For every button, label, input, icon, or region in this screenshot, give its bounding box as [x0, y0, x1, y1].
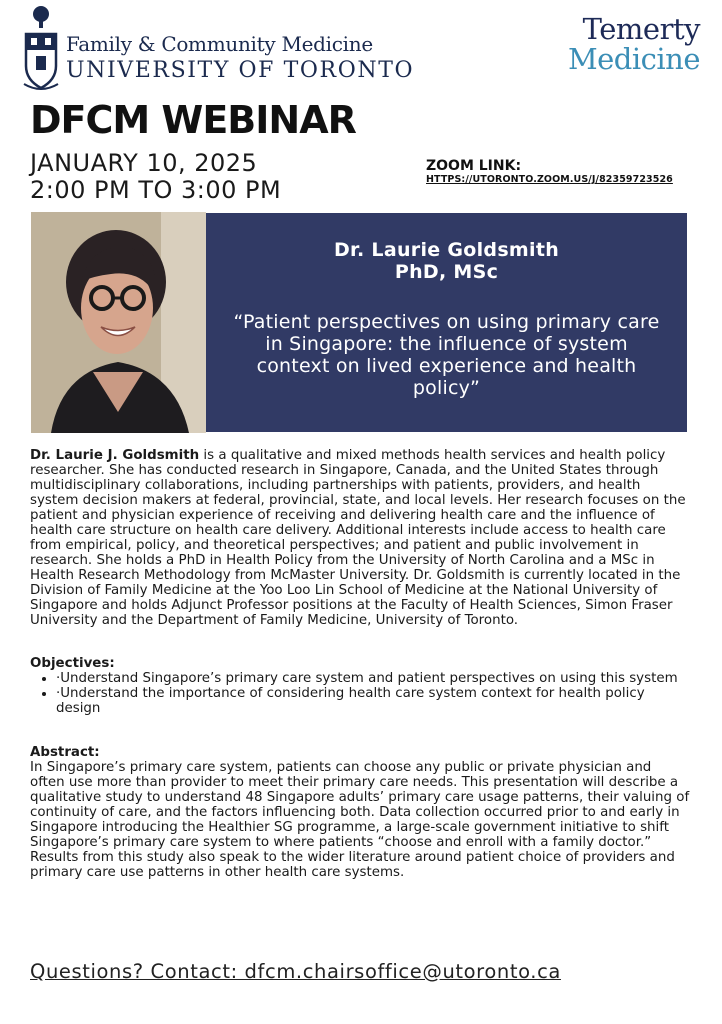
- page-title: DFCM WEBINAR: [30, 98, 356, 142]
- temerty-medicine-logo: [568, 14, 700, 74]
- event-time: 2:00 PM TO 3:00 PM: [30, 176, 282, 204]
- speaker-credentials: PhD, MSc: [394, 261, 499, 283]
- contact-link[interactable]: Questions? Contact: dfcm.chairsoffice@utoronto.ca: [30, 960, 561, 983]
- university-crest-icon: [22, 4, 60, 92]
- zoom-label: ZOOM LINK:: [426, 158, 522, 174]
- objectives-list: [30, 671, 690, 716]
- abstract-heading: Abstract:: [30, 745, 100, 760]
- objective-item: • ·Understand the importance of considering health care system context for health policy design: [56, 686, 690, 716]
- objectives-section: [30, 656, 690, 716]
- brand-line-1: Temerty: [582, 12, 700, 46]
- event-datetime: [30, 150, 281, 204]
- brand-line-2: Medicine: [567, 42, 700, 76]
- university-name: UNIVERSITY OF TORONTO: [66, 58, 415, 83]
- bio-text: is a qualitative and mixed methods health services and health policy researcher. She has conducted research in Singapore, Canada, and the United States through multidisciplinary collaborations, including partnerships with patients, providers, and health system decision makers at federal, provincial, state, and local levels. Her research focuses on the patient and physician experience of receiving and delivering health care and the influence of health care structure on health care delivery. Additional interests include access to health care from empirical, policy, and theoretical perspectives; and patient and public involvement in research. She holds a PhD in Health Policy from the University of North Carolina and a MSc in Health Research Methodology from McMaster University. Dr. Goldsmith is currently located in the Division of Family Medicine at the Yoo Loo Lin School of Medicine at the National University of Singapore and holds Adjunct Professor positions at the Faculty of Health Sciences, Simon Fraser University and the Department of Family Medicine, University of Toronto.: [30, 448, 686, 628]
- speaker-name: Dr. Laurie Goldsmith: [333, 239, 560, 261]
- zoom-link[interactable]: HTTPS://UTORONTO.ZOOM.US/J/82359723526: [426, 174, 673, 185]
- abstract-section: [30, 745, 690, 880]
- speaker-photo: [31, 212, 206, 433]
- zoom-info: [426, 158, 673, 185]
- objectives-heading: Objectives:: [30, 656, 115, 671]
- talk-title: “Patient perspectives on using primary care in Singapore: the influence of system context on lived experience and health policy”: [233, 311, 660, 399]
- objective-item: • ·Understand Singapore’s primary care system and patient perspectives on using this system: [56, 671, 690, 686]
- event-date: JANUARY 10, 2025: [30, 149, 258, 177]
- speaker-bio: [30, 448, 690, 628]
- bio-speaker-name: Dr. Laurie J. Goldsmith: [30, 448, 200, 463]
- speaker-portrait-icon: [31, 212, 206, 433]
- department-name: Family & Community Medicine: [66, 32, 373, 56]
- header: [22, 4, 702, 96]
- abstract-text: In Singapore’s primary care system, patients can choose any public or private physician and often use more than provider to meet their primary care needs. This presentation will describe a qualitative study to understand 48 Singapore adults’ primary care usage patterns, their valuing of continuity of care, and the factors influencing both. Data collection occurred prior to and early in Singapore introducing the Healthier SG programme, a large-scale government initiative to shift Singapore’s primary care system to where patients “choose and enroll with a family doctor.” Results from this study also speak to the wider literature around patient choice of providers and primary care use patterns in other health care systems.: [30, 760, 690, 880]
- speaker-banner: [206, 213, 687, 432]
